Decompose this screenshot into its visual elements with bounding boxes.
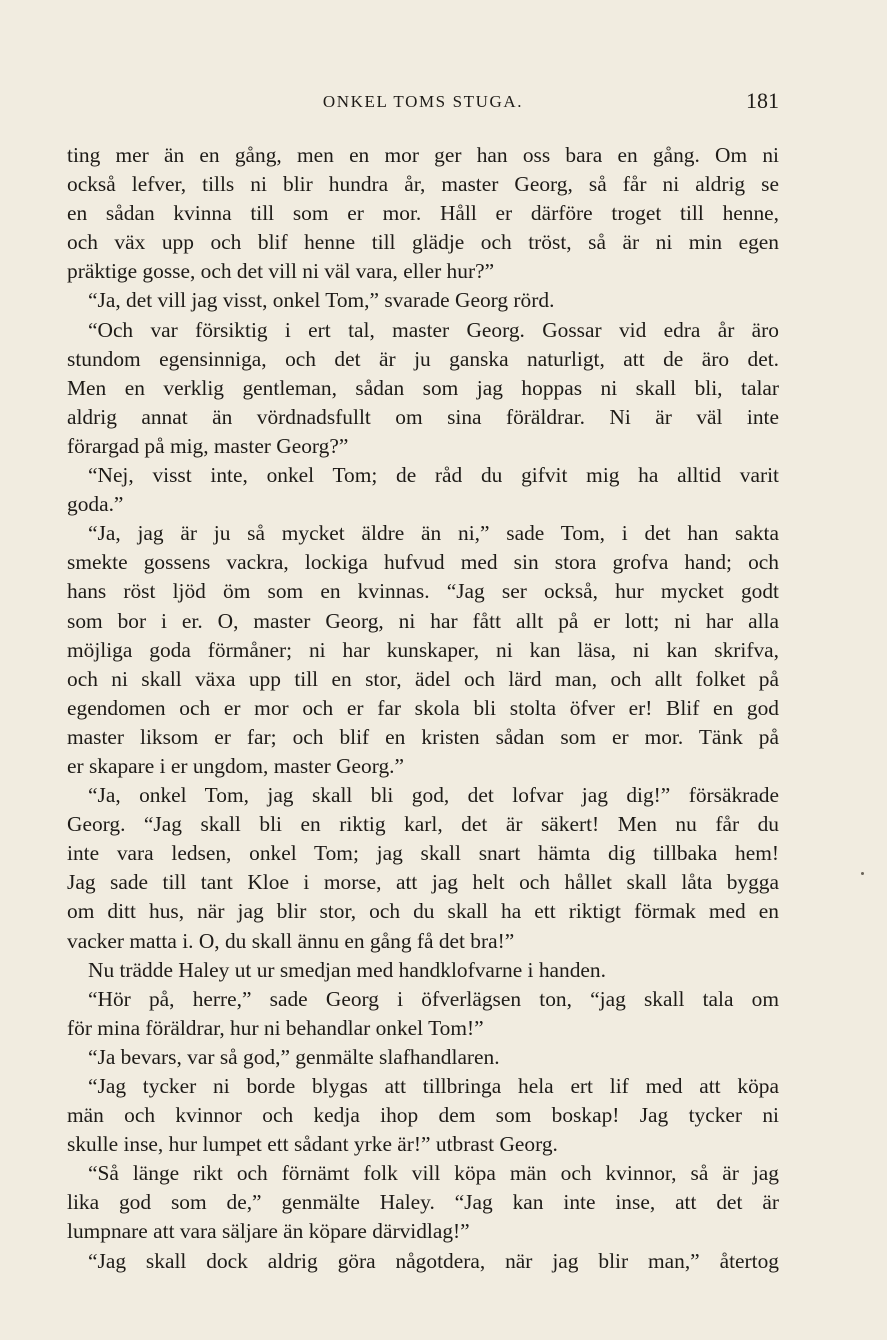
- text-line: “Jag tycker ni borde blygas att tillbringa hela ert lif med att köpa: [88, 1074, 779, 1098]
- body-text: [67, 141, 779, 1276]
- text-line: Nu trädde Haley ut ur smedjan med handklofvarne i handen.: [88, 957, 606, 982]
- text-line: män och kvinnor och kedja ihop dem som boskap! Jag tycker ni: [67, 1103, 779, 1128]
- text-line: “Jag skall dock aldrig göra någotdera, när jag blir man,” återtog: [88, 1248, 779, 1273]
- text-line: er skapare i er ungdom, master Georg.”: [67, 753, 404, 778]
- text-line: egendomen och er mor och er far skola bli stolta öfver er! Blif en god: [67, 695, 779, 720]
- text-line: “Hör på, herre,” sade Georg i öfverlägsen ton, “jag skall tala om: [88, 986, 779, 1011]
- text-line: Jag sade till tant Kloe i morse, att jag helt och hållet skall låta bygga: [67, 870, 779, 895]
- text-line: som bor i er. O, master Georg, ni har fått allt på er lott; ni har alla: [67, 608, 779, 633]
- page-number: 181: [746, 88, 779, 113]
- text-line: “Ja, onkel Tom, jag skall bli god, det lofvar jag dig!” försäkrade: [88, 783, 779, 808]
- text-line: lumpnare att vara säljare än köpare därvidlag!”: [67, 1219, 470, 1244]
- text-line: “Så länge rikt och förnämt folk vill köpa män och kvinnor, så är jag: [88, 1161, 779, 1186]
- text-line: lika god som de,” genmälte Haley. “Jag kan inte inse, att det är: [67, 1190, 779, 1215]
- text-line: goda.”: [67, 492, 124, 517]
- text-line: om ditt hus, när jag blir stor, och du skall ha ett riktigt förmak med en: [67, 899, 779, 924]
- text-line: “Ja bevars, var så god,” genmälte slafhandlaren.: [88, 1044, 500, 1069]
- text-line: smekte gossens vackra, lockiga hufvud med sin stora grofva hand; och: [67, 550, 779, 575]
- text-line: och väx upp och blif henne till glädje och tröst, så är ni min egen: [67, 230, 779, 255]
- text-line: skulle inse, hur lumpet ett sådant yrke är!” utbrast Georg.: [67, 1132, 558, 1157]
- text-line: förargad på mig, master Georg?”: [67, 433, 349, 458]
- text-line: vacker matta i. O, du skall ännu en gång få det bra!”: [67, 928, 515, 953]
- text-line: “Och var försiktig i ert tal, master Georg. Gossar vid edra år äro: [88, 317, 779, 342]
- text-line: ting mer än en gång, men en mor ger han oss bara en gång. Om ni: [67, 143, 779, 167]
- text-line: “Nej, visst inte, onkel Tom; de råd du gifvit mig ha alltid varit: [88, 463, 779, 488]
- text-line: och ni skall växa upp till en stor, ädel och lärd man, och allt folket på: [67, 666, 779, 691]
- text-line: präktige gosse, och det vill ni väl vara, eller hur?”: [67, 259, 495, 284]
- text-line: också lefver, tills ni blir hundra år, master Georg, så får ni aldrig se: [67, 172, 779, 197]
- text-line: “Ja, det vill jag visst, onkel Tom,” svarade Georg rörd.: [88, 288, 555, 313]
- text-line: för mina föräldrar, hur ni behandlar onkel Tom!”: [67, 1015, 484, 1040]
- text-line: aldrig annat än vördnadsfullt om sina föräldrar. Ni är väl inte: [67, 404, 779, 429]
- text-line: inte vara ledsen, onkel Tom; jag skall snart hämta dig tillbaka hem!: [67, 841, 779, 866]
- text-line: Georg. “Jag skall bli en riktig karl, det är säkert! Men nu får du: [67, 812, 779, 837]
- text-line: en sådan kvinna till som er mor. Håll er därföre troget till henne,: [67, 201, 779, 226]
- text-line: hans röst ljöd öm som en kvinnas. “Jag ser också, hur mycket godt: [67, 579, 779, 604]
- text-line: “Ja, jag är ju så mycket äldre än ni,” sade Tom, i det han sakta: [88, 521, 779, 546]
- text-line: möjliga goda förmåner; ni har kunskaper, ni kan läsa, ni kan skrifva,: [67, 637, 779, 662]
- page-header: [67, 88, 779, 118]
- text-line: stundom egensinniga, och det är ju ganska naturligt, att de äro det.: [67, 346, 779, 371]
- text-line: master liksom er far; och blif en kristen sådan som er mor. Tänk på: [67, 724, 779, 749]
- running-title: ONKEL TOMS STUGA.: [322, 92, 524, 111]
- margin-speck: [861, 872, 864, 875]
- text-line: Men en verklig gentleman, sådan som jag hoppas ni skall bli, talar: [67, 375, 779, 400]
